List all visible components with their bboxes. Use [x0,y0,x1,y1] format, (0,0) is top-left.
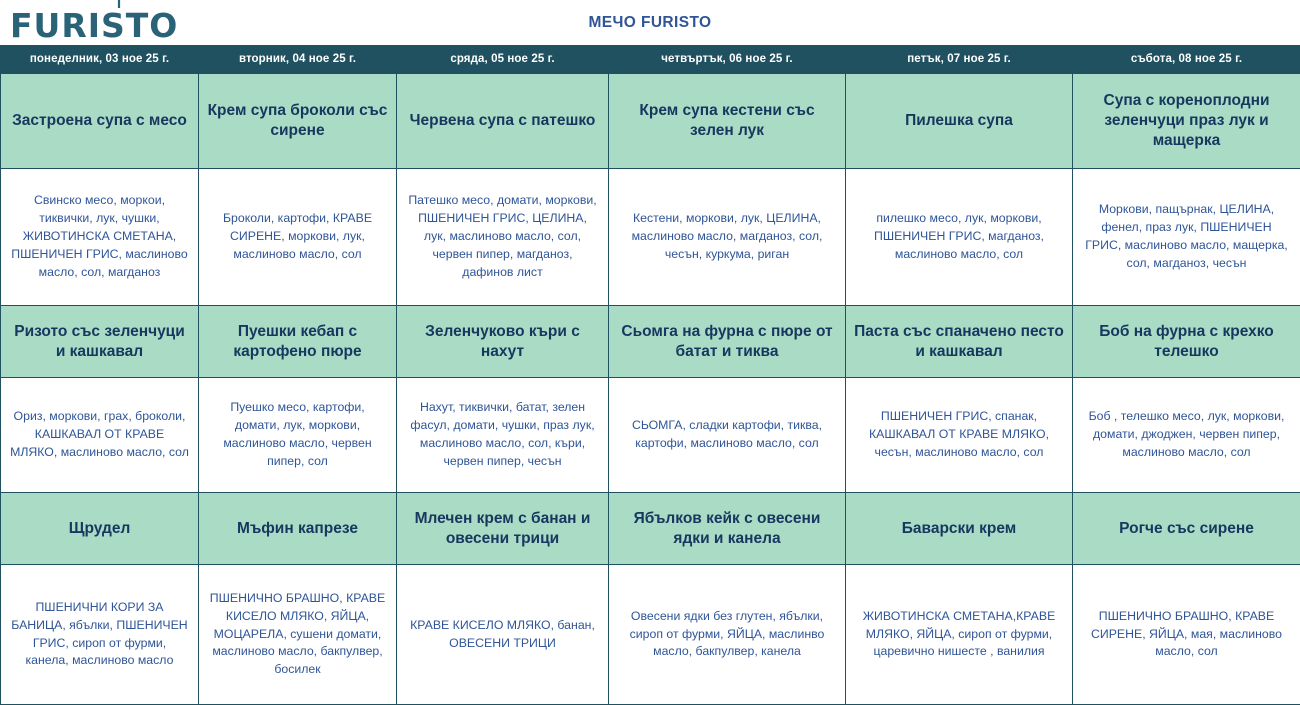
dessert-ingredients-row [1,565,1300,705]
dessert-title-cell: Баварски крем [846,493,1073,565]
soup-ingredients-cell: пилешко месо, лук, моркови, ПШЕНИЧЕН ГРИС, магданоз, маслиново масло, сол [846,169,1073,306]
soup-title-cell: Крем супа кестени със зелен лук [609,74,846,169]
main-title-cell: Пуешки кебап с картофено пюре [199,306,397,378]
dessert-ingredients-cell: ПШЕНИЧНО БРАШНО, КРАВЕ КИСЕЛО МЛЯКО, ЯЙЦА, МОЦАРЕЛА, сушени домати, маслиново масло, бакпулвер, босилек [199,565,397,705]
main-title-cell: Зеленчуково къри с нахут [397,306,609,378]
soup-title-cell: Супа с кореноплодни зеленчуци праз лук и мащерка [1073,74,1300,169]
main-ingredients-cell: Ориз, моркови, грах, броколи, КАШКАВАЛ ОТ КРАВЕ МЛЯКО, маслиново масло, сол [1,378,199,493]
dessert-title-cell: Ябълков кейк с овесени ядки и канела [609,493,846,565]
day-header-friday: петък, 07 ное 25 г. [846,46,1073,74]
furisto-logo [10,2,178,42]
dessert-title-cell: Мъфин капрезе [199,493,397,565]
main-ingredients-cell: СЬОМГА, сладки картофи, тиква, картофи, маслиново масло, сол [609,378,846,493]
day-header-row [1,46,1300,74]
soup-ingredients-cell: Броколи, картофи, КРАВЕ СИРЕНЕ, моркови, лук, маслиново масло, сол [199,169,397,306]
main-ingredients-row [1,378,1300,493]
soup-title-cell: Червена супа с патешко [397,74,609,169]
main-title-row [1,306,1300,378]
soup-title-cell: Пилешка супа [846,74,1073,169]
main-title-cell: Боб на фурна с крехко телешко [1073,306,1300,378]
soup-title-cell: Застроена супа с месо [1,74,199,169]
day-header-thursday: четвъртък, 06 ное 25 г. [609,46,846,74]
soup-title-cell: Крем супа броколи със сирене [199,74,397,169]
main-ingredients-cell: Нахут, тиквички, батат, зелен фасул, домати, чушки, праз лук, маслиново масло, сол, къри, червен пипер, чесън [397,378,609,493]
day-header-tuesday: вторник, 04 ное 25 г. [199,46,397,74]
soup-title-row [1,74,1300,169]
main-title-cell: Сьомга на фурна с пюре от батат и тиква [609,306,846,378]
weekly-menu-table [0,45,1300,705]
dessert-ingredients-cell: ЖИВОТИНСКА СМЕТАНА,КРАВЕ МЛЯКО, ЯЙЦА, сироп от фурми, царевично нишесте , ванилия [846,565,1073,705]
soup-ingredients-cell: Патешко месо, домати, моркови, ПШЕНИЧЕН ГРИС, ЦЕЛИНА, лук, маслиново масло, сол, червен пипер, магданоз, дафинов лист [397,169,609,306]
soup-ingredients-cell: Моркови, пащърнак, ЦЕЛИНА, фенел, праз лук, ПШЕНИЧЕН ГРИС, маслиново масло, мащерка, сол, магданоз, чесън [1073,169,1300,306]
soup-ingredients-cell: Свинско месо, моркои, тиквички, лук, чушки, ЖИВОТИНСКА СМЕТАНА, ПШЕНИЧЕН ГРИС, маслиново масло, сол, магданоз [1,169,199,306]
sprout-icon [106,0,134,9]
page-header [0,0,1300,45]
dessert-title-row [1,493,1300,565]
main-ingredients-cell: Боб , телешко месо, лук, моркови, домати, джоджен, червен пипер, маслиново масло, сол [1073,378,1300,493]
dessert-ingredients-cell: Овесени ядки без глутен, ябълки, сироп от фурми, ЯЙЦА, маслинво масло, бакпулвер, канела [609,565,846,705]
dessert-title-cell: Рогче със сирене [1073,493,1300,565]
dessert-title-cell: Щрудел [1,493,199,565]
dessert-ingredients-cell: КРАВЕ КИСЕЛО МЛЯКО, банан, ОВЕСЕНИ ТРИЦИ [397,565,609,705]
main-title-cell: Ризото със зеленчуци и кашкавал [1,306,199,378]
main-title-cell: Паста със спаначено песто и кашкавал [846,306,1073,378]
dessert-title-cell: Млечен крем с банан и овесени трици [397,493,609,565]
logo-text: FURISTO [10,9,178,42]
dessert-ingredients-cell: ПШЕНИЧНИ КОРИ ЗА БАНИЦА, ябълки, ПШЕНИЧЕН ГРИС, сироп от фурми, канела, маслиново масло [1,565,199,705]
main-ingredients-cell: ПШЕНИЧЕН ГРИС, спанак, КАШКАВАЛ ОТ КРАВЕ МЛЯКО, чесън, маслиново масло, сол [846,378,1073,493]
soup-ingredients-cell: Кестени, моркови, лук, ЦЕЛИНА, маслиново масло, магданоз, сол, чесън, куркума, риган [609,169,846,306]
dessert-ingredients-cell: ПШЕНИЧНО БРАШНО, КРАВЕ СИРЕНЕ, ЯЙЦА, мая, маслиново масло, сол [1073,565,1300,705]
main-ingredients-cell: Пуешко месо, картофи, домати, лук, моркови, маслиново масло, червен пипер, сол [199,378,397,493]
page-title: МЕЧО FURISTO [0,14,1300,32]
day-header-wednesday: сряда, 05 ное 25 г. [397,46,609,74]
soup-ingredients-row [1,169,1300,306]
day-header-monday: понеделник, 03 ное 25 г. [1,46,199,74]
day-header-saturday: събота, 08 ное 25 г. [1073,46,1300,74]
